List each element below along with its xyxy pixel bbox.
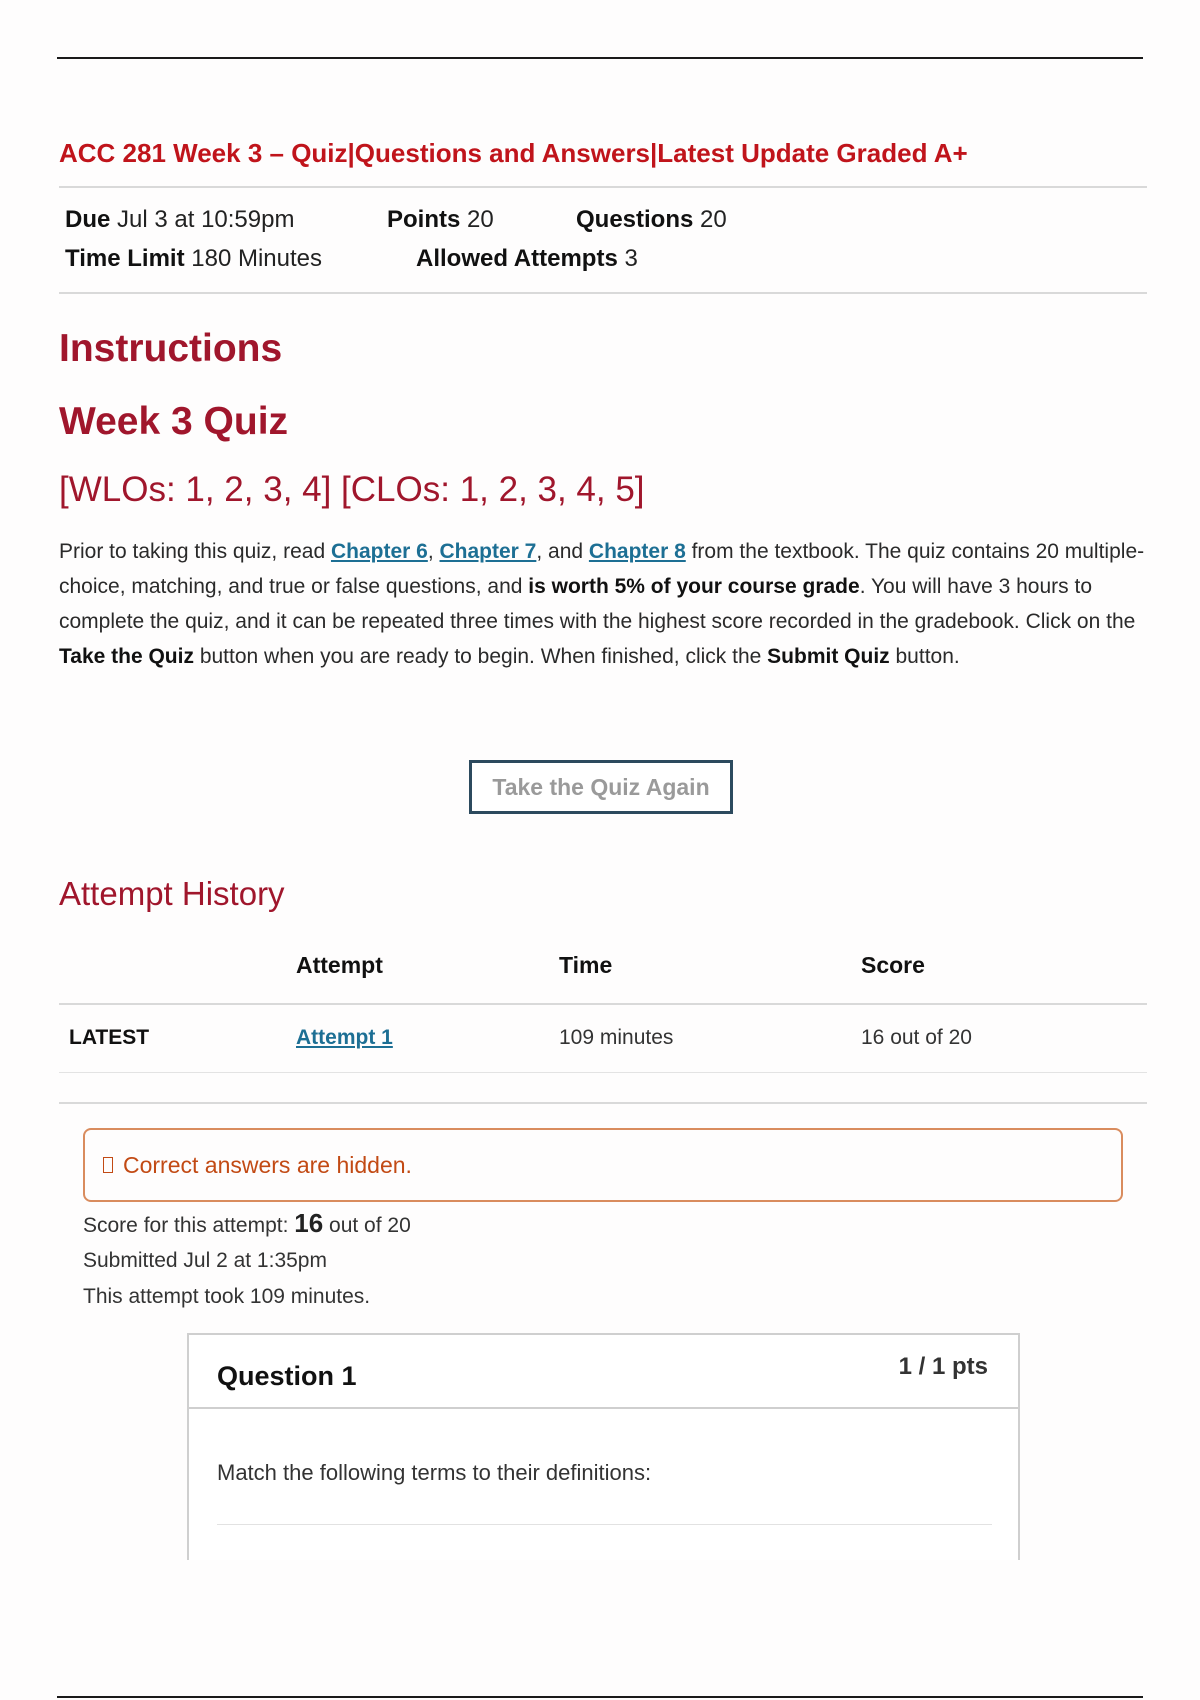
time-limit-label: Time Limit [65, 245, 185, 272]
quiz-title: Week 3 Quiz [59, 400, 289, 443]
attempt-time: 109 minutes [559, 1026, 674, 1049]
instructions-paragraph: Prior to taking this quiz, read Chapter 6, Chapter 7, and Chapter 8 from the textbook. The quiz contains 20 multiple-choice, matching, and true or false questions, and is worth 5% of your course grade. You will have 3 hours to complete the quiz, and it can be repeated three times with the highest score recorded in the gradebook. Click on the Take the Quiz button when you are ready to begin. When finished, click the Submit Quiz button. [59, 540, 1145, 668]
question-header [189, 1335, 1018, 1409]
points-label: Points [387, 206, 461, 233]
attempt-1-link[interactable]: Attempt 1 [296, 1026, 393, 1049]
question-divider [217, 1524, 992, 1525]
divider [59, 186, 1147, 188]
notice-text: Correct answers are hidden. [123, 1151, 412, 1178]
table-divider [59, 1003, 1147, 1005]
duration-line: This attempt took 109 minutes. [83, 1285, 371, 1308]
column-header-time: Time [559, 952, 613, 978]
questions-label: Questions [576, 206, 694, 233]
correct-answers-hidden-notice [83, 1128, 1123, 1202]
take-quiz-again-button[interactable]: Take the Quiz Again [469, 760, 733, 814]
column-header-attempt: Attempt [296, 952, 383, 978]
document-title: ACC 281 Week 3 – Quiz|Questions and Answers|Latest Update Graded A+ [59, 138, 968, 168]
due-value: Jul 3 at 10:59pm [117, 206, 295, 233]
question-text: Match the following terms to their definitions: [217, 1460, 652, 1485]
attempt-score: 16 out of 20 [861, 1026, 972, 1049]
chapter-8-link[interactable]: Chapter 8 [588, 540, 686, 563]
instructions-heading: Instructions [59, 327, 283, 370]
allowed-attempts-value: 3 [624, 245, 638, 272]
due-label: Due [65, 206, 111, 233]
time-limit-value: 180 Minutes [191, 245, 322, 272]
latest-label: LATEST [69, 1026, 150, 1049]
question-title: Question 1 [217, 1361, 357, 1391]
quiz-meta-row-2 [65, 245, 638, 273]
divider [59, 292, 1147, 294]
submitted-line: Submitted Jul 2 at 1:35pm [83, 1249, 327, 1272]
allowed-attempts-label: Allowed Attempts [416, 245, 618, 272]
question-card [187, 1333, 1020, 1560]
attempt-history-heading: Attempt History [59, 875, 285, 912]
column-header-score: Score [861, 952, 925, 978]
info-icon [103, 1157, 113, 1173]
bottom-rule [57, 1696, 1143, 1698]
learning-outcomes: [WLOs: 1, 2, 3, 4] [CLOs: 1, 2, 3, 4, 5] [59, 470, 645, 509]
top-rule [57, 57, 1143, 59]
attempt-score-value: 16 [294, 1208, 324, 1238]
quiz-meta-row-1 [65, 206, 727, 234]
chapter-7-link[interactable]: Chapter 7 [439, 540, 537, 563]
section-divider [59, 1102, 1147, 1104]
points-value: 20 [467, 206, 494, 233]
table-divider [59, 1072, 1147, 1073]
questions-value: 20 [700, 206, 727, 233]
question-points: 1 / 1 pts [898, 1353, 988, 1380]
chapter-6-link[interactable]: Chapter 6 [330, 540, 428, 563]
attempt-score-line: Score for this attempt: 16 out of 20 [83, 1208, 411, 1238]
